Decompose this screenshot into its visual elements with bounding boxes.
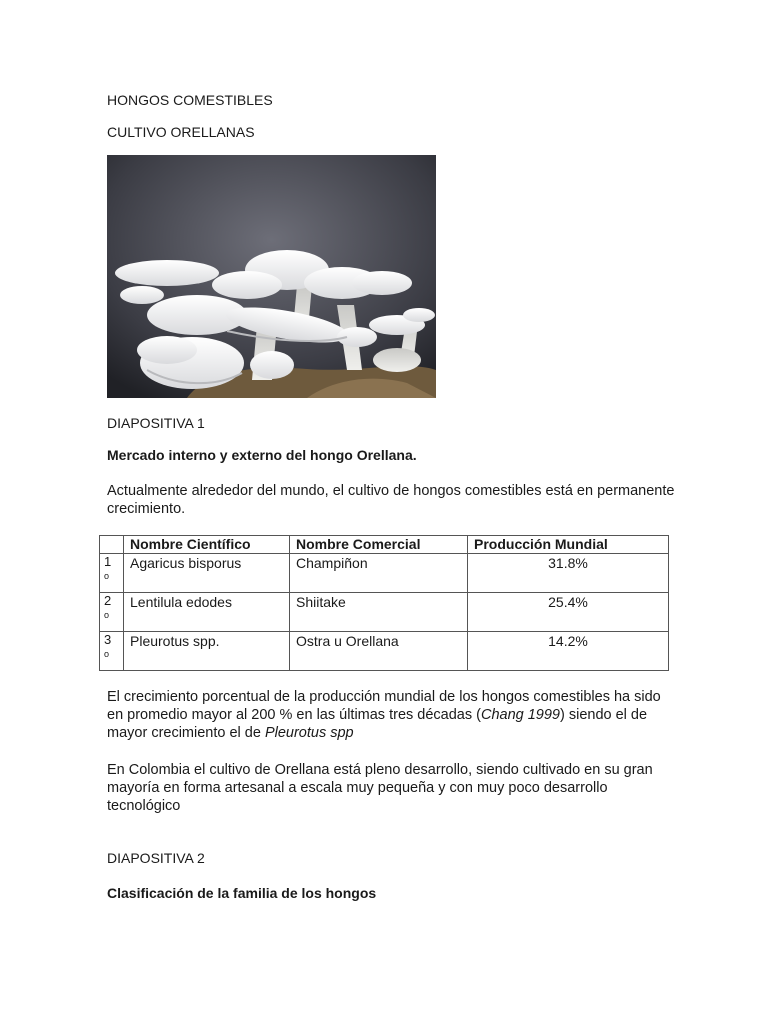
table-cell-scientific: Agaricus bisporus: [124, 554, 290, 593]
table-cell-rank: 3 o: [100, 632, 124, 671]
intro-paragraph: Actualmente alrededor del mundo, el cultivo de hongos comestibles está en permanente crecimiento.: [107, 483, 675, 517]
table-cell-rank: 2 o: [100, 593, 124, 632]
table-header-production: Producción Mundial: [468, 536, 669, 554]
colombia-paragraph: En Colombia el cultivo de Orellana está pleno desarrollo, siendo cultivado en su gran mayoría en forma artesanal a escala muy pequeña y con muy poco desarrollo tecnológico: [107, 762, 653, 814]
table-cell-production: 14.2%: [468, 632, 669, 671]
slide-1-label: DIAPOSITIVA 1: [107, 415, 205, 431]
document-subtitle: CULTIVO ORELLANAS: [107, 124, 255, 140]
production-table: [99, 535, 669, 671]
table-row: [100, 632, 669, 671]
table-header-scientific: Nombre Científico: [124, 536, 290, 554]
citation: Chang 1999: [480, 707, 560, 723]
slide-2-heading: Clasificación de la familia de los hongos: [107, 885, 377, 901]
growth-paragraph: El crecimiento porcentual de la producción mundial de los hongos comestibles ha sido en promedio mayor al 200 % en las últimas tres décadas (Chang 1999) siendo el de mayor crecimiento el de Pleurotus spp: [107, 689, 661, 741]
table-cell-rank: 1 o: [100, 554, 124, 593]
table-cell-commercial: Champiñon: [290, 554, 468, 593]
table-cell-commercial: Shiitake: [290, 593, 468, 632]
table-cell-commercial: Ostra u Orellana: [290, 632, 468, 671]
table-header-commercial: Nombre Comercial: [290, 536, 468, 554]
slide-1-heading: Mercado interno y externo del hongo Orellana.: [107, 447, 417, 463]
table-header-row: [100, 536, 669, 554]
species-name: Pleurotus spp: [264, 725, 354, 741]
table-cell-scientific: Pleurotus spp.: [124, 632, 290, 671]
table-cell-production: 25.4%: [468, 593, 669, 632]
slide-2-label: DIAPOSITIVA 2: [107, 850, 205, 866]
table-row: [100, 593, 669, 632]
document-title: HONGOS COMESTIBLES: [107, 92, 273, 108]
table-row: [100, 554, 669, 593]
mushroom-photo: [107, 155, 436, 398]
table-cell-production: 31.8%: [468, 554, 669, 593]
table-header-rank: [100, 536, 124, 554]
table-cell-scientific: Lentilula edodes: [124, 593, 290, 632]
